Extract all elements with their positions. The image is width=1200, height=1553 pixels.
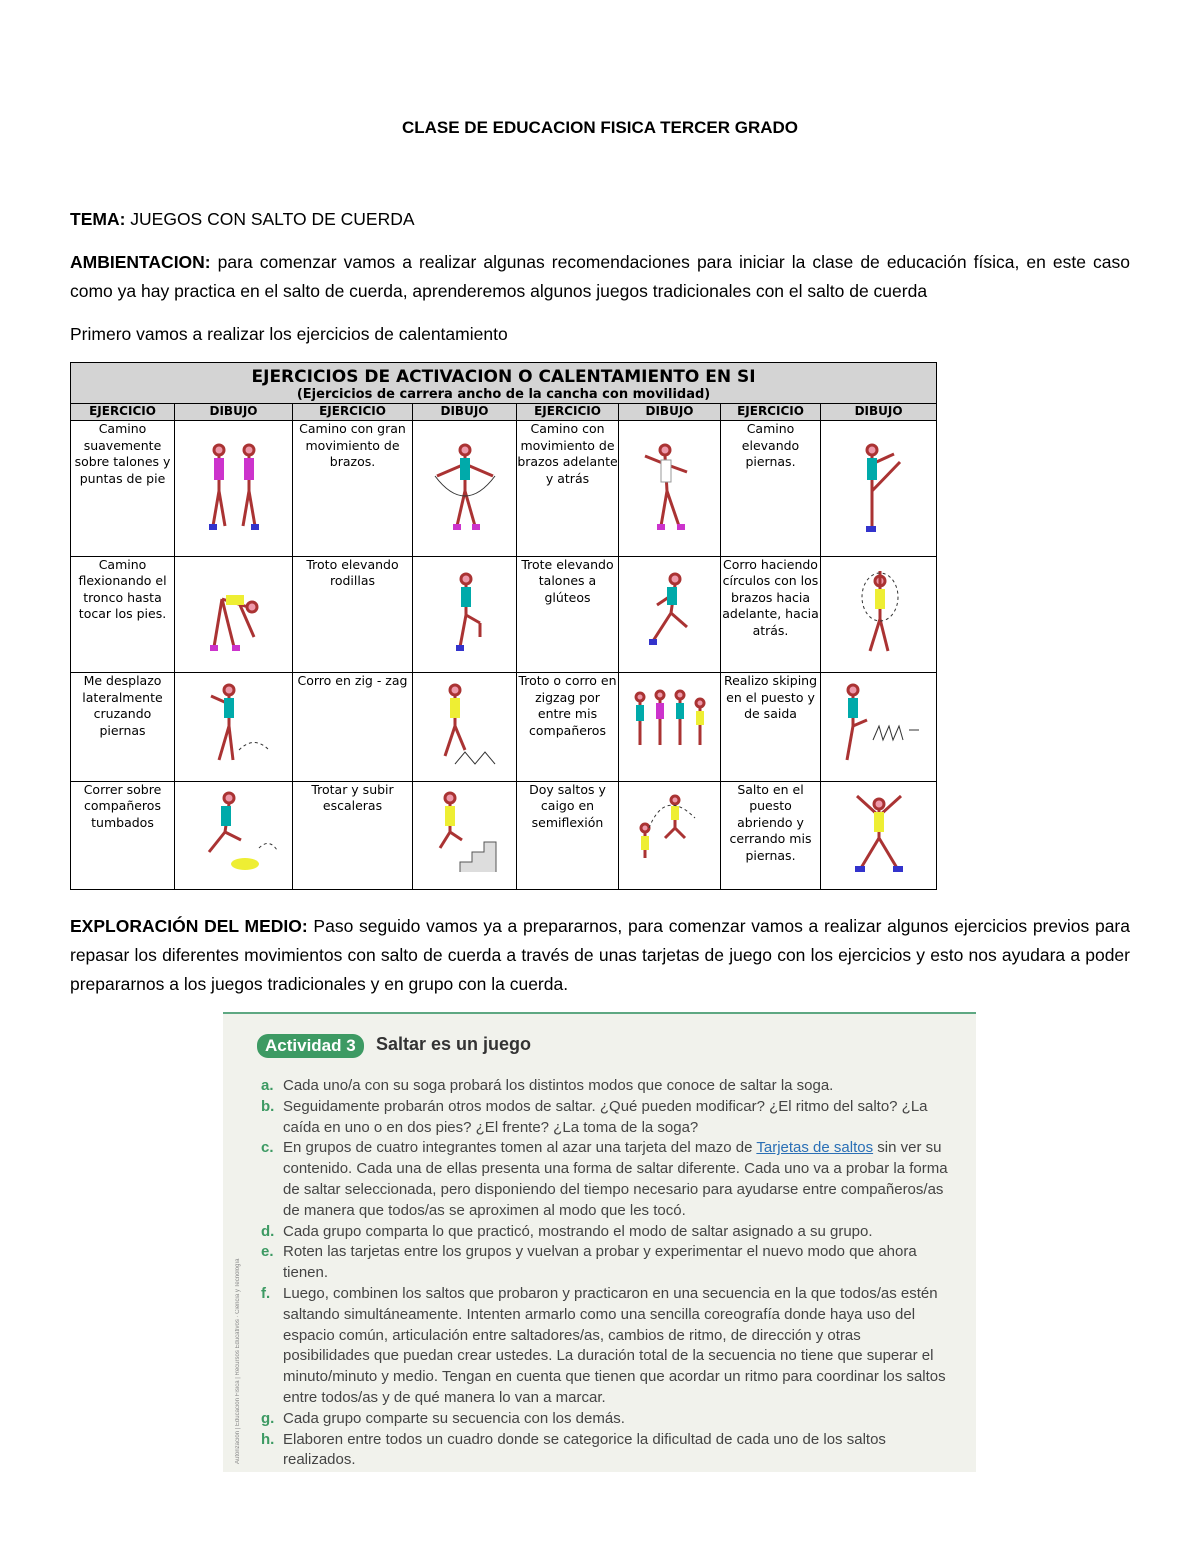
activity-badge: Actividad 3 bbox=[257, 1034, 364, 1058]
list-item bbox=[261, 1284, 951, 1409]
item-text: Elaboren entre todos un cuadro donde se categorice la dificultad de cada uno de los saltos realizados. bbox=[283, 1430, 886, 1469]
athlete-figure-icon bbox=[821, 556, 937, 672]
item-letter: g. bbox=[261, 1409, 275, 1427]
athlete-figure-icon bbox=[413, 673, 517, 781]
athlete-figure-icon bbox=[821, 781, 937, 889]
list-item bbox=[261, 1430, 951, 1472]
athlete-figure-icon bbox=[175, 781, 293, 889]
table-title: EJERCICIOS DE ACTIVACION O CALENTAMIENTO EN SI bbox=[251, 367, 756, 387]
tema-label: TEMA: bbox=[70, 209, 126, 229]
activity-list bbox=[261, 1076, 951, 1471]
exercise-cell: Trotar y subir escaleras bbox=[293, 781, 413, 889]
athlete-group-icon bbox=[619, 673, 721, 781]
item-letter: f. bbox=[261, 1284, 271, 1302]
athlete-figure-icon bbox=[821, 421, 937, 557]
item-text: Cada grupo comparte su secuencia con los demás. bbox=[283, 1409, 625, 1427]
athlete-figure-icon bbox=[175, 421, 293, 557]
exercise-cell: Correr sobre compañeros tumbados bbox=[71, 781, 175, 889]
athlete-figure-icon bbox=[413, 421, 517, 557]
item-letter: c. bbox=[261, 1139, 274, 1157]
col-dibujo: DIBUJO bbox=[821, 404, 937, 421]
exercise-cell: Troto o corro en zigzag por entre mis compañeros bbox=[517, 673, 619, 781]
athlete-figure-icon bbox=[619, 556, 721, 672]
item-text: Luego, combinen los saltos que probaron y practicaron en una secuencia en la que todos/as estén saltando simultáneamente. Intenten armarlo como una sencilla coreografía donde haya uso del espacio común, articulación entre saltadores/as, cambios de ritmo, de dirección y otras posibilidades que puedan crear ustedes. La duración total de la secuencia no tiene que superar el minuto/minuto y medio. Tengan en cuenta que tienen que acordar un ritmo para coordinar los saltos entre todos/as y de qué manera lo van a marcar. bbox=[283, 1284, 946, 1406]
item-text: Cada uno/a con su soga probará los distintos modos que conoce de saltar la soga. bbox=[283, 1077, 834, 1094]
document-title: CLASE DE EDUCACION FISICA TERCER GRADO bbox=[401, 118, 799, 137]
item-letter: h. bbox=[261, 1430, 275, 1448]
activity-card bbox=[223, 1012, 976, 1472]
athlete-figure-icon bbox=[619, 421, 721, 557]
exercise-cell: Camino elevando piernas. bbox=[721, 421, 821, 557]
col-dibujo: DIBUJO bbox=[413, 404, 517, 421]
activity-title: Saltar es un juego bbox=[376, 1034, 532, 1054]
list-item bbox=[261, 1222, 951, 1243]
exercise-cell: Camino con gran movimiento de brazos. bbox=[293, 421, 413, 557]
exercise-cell: Salto en el puesto abriendo y cerrando mis piernas. bbox=[721, 781, 821, 889]
item-letter: b. bbox=[261, 1097, 275, 1115]
item-letter: a. bbox=[261, 1077, 274, 1094]
exercise-cell: Trote elevando talones a glúteos bbox=[517, 556, 619, 672]
table-row bbox=[71, 421, 937, 557]
list-item bbox=[261, 1097, 951, 1139]
tema-text: JUEGOS CON SALTO DE CUERDA bbox=[125, 209, 415, 229]
item-text-after: sin ver su contenido. Cada una de ellas presenta una forma de saltar diferente. Cada uno va a probar la forma de saltar seleccionada, pero disponiendo del tiempo necesario para ayudarse entre compañeros/as de manera que todos/as se aproximen al modo que les tocó. bbox=[283, 1139, 948, 1219]
athlete-figure-icon bbox=[619, 781, 721, 889]
item-text-before: En grupos de cuatro integrantes tomen al azar una tarjeta del mazo de bbox=[283, 1139, 757, 1157]
table-subtitle: (Ejercicios de carrera ancho de la cancha con movilidad) bbox=[296, 387, 711, 402]
exploracion-label: EXPLORACIÓN DEL MEDIO: bbox=[70, 916, 308, 936]
col-ejercicio: EJERCICIO bbox=[721, 404, 821, 421]
exercise-cell: Me desplazo lateralmente cruzando piernas bbox=[71, 673, 175, 781]
item-letter: e. bbox=[261, 1243, 274, 1261]
list-item bbox=[261, 1409, 951, 1430]
warmup-exercises-table bbox=[70, 362, 937, 890]
exploracion-text: Paso seguido vamos ya a prepararnos, para comenzar vamos a realizar algunos ejercicios previos para repasar los diferentes movimientos con salto de cuerda a través de unas tarjetas de juego con los ejercicios y esto nos ayudara a poder prepararnos a los juegos tradicionales y en grupo con la cuerda. bbox=[70, 916, 1130, 994]
item-text bbox=[283, 1138, 951, 1221]
exercise-cell: Camino suavemente sobre talones y puntas de pie bbox=[71, 421, 175, 557]
athlete-figure-icon bbox=[413, 556, 517, 672]
column-headers bbox=[71, 404, 937, 421]
table-row bbox=[71, 673, 937, 781]
exercise-cell: Corro haciendo círculos con los brazos hacia adelante, hacia atrás. bbox=[721, 556, 821, 672]
ambientacion-text: para comenzar vamos a realizar algunas recomendaciones para iniciar la clase de educación física, en este caso como ya hay practica en el salto de cuerda, aprenderemos algunos juegos tradicionales con el salto de cuerda bbox=[70, 252, 1130, 301]
activity-side-note: Autorización | Educación Física | Recursos Educativos · Ciencia y Tecnología bbox=[235, 1258, 241, 1464]
table-header bbox=[71, 363, 937, 404]
ambientacion-label: AMBIENTACION: bbox=[70, 252, 211, 272]
item-text: Seguidamente probarán otros modos de saltar. ¿Qué pueden modificar? ¿El ritmo del salto? ¿La caída en uno o en dos pies? ¿El frente? ¿La toma de la soga? bbox=[283, 1097, 928, 1136]
exercise-cell: Camino flexionando el tronco hasta tocar los pies. bbox=[71, 556, 175, 672]
col-ejercicio: EJERCICIO bbox=[293, 404, 413, 421]
col-dibujo: DIBUJO bbox=[619, 404, 721, 421]
athlete-figure-icon bbox=[175, 673, 293, 781]
item-text: Cada grupo comparta lo que practicó, mostrando el modo de saltar asignado a su grupo. bbox=[283, 1222, 873, 1240]
primero-paragraph: Primero vamos a realizar los ejercicios de calentamiento bbox=[70, 324, 508, 344]
col-ejercicio: EJERCICIO bbox=[71, 404, 175, 421]
list-item bbox=[261, 1138, 951, 1221]
list-item bbox=[261, 1076, 951, 1097]
athlete-figure-icon bbox=[175, 556, 293, 672]
athlete-figure-icon bbox=[413, 781, 517, 889]
tema-paragraph bbox=[70, 205, 1130, 234]
item-text: Roten las tarjetas entre los grupos y vuelvan a probar y experimentar el nuevo modo que ahora tienen. bbox=[283, 1243, 917, 1282]
list-item bbox=[261, 1242, 951, 1284]
exercise-cell: Camino con movimiento de brazos adelante y atrás bbox=[517, 421, 619, 557]
table-row bbox=[71, 556, 937, 672]
exercise-cell: Doy saltos y caigo en semiflexión bbox=[517, 781, 619, 889]
item-letter: d. bbox=[261, 1222, 275, 1240]
exercise-cell: Realizo skiping en el puesto y de saida bbox=[721, 673, 821, 781]
exercise-cell: Troto elevando rodillas bbox=[293, 556, 413, 672]
col-dibujo: DIBUJO bbox=[175, 404, 293, 421]
athlete-figure-icon bbox=[821, 673, 937, 781]
col-ejercicio: EJERCICIO bbox=[517, 404, 619, 421]
exercise-cell: Corro en zig - zag bbox=[293, 673, 413, 781]
exploracion-paragraph bbox=[70, 912, 1130, 999]
tarjetas-link[interactable]: Tarjetas de saltos bbox=[756, 1139, 874, 1157]
ambientacion-paragraph bbox=[70, 248, 1130, 306]
table-row bbox=[71, 781, 937, 889]
